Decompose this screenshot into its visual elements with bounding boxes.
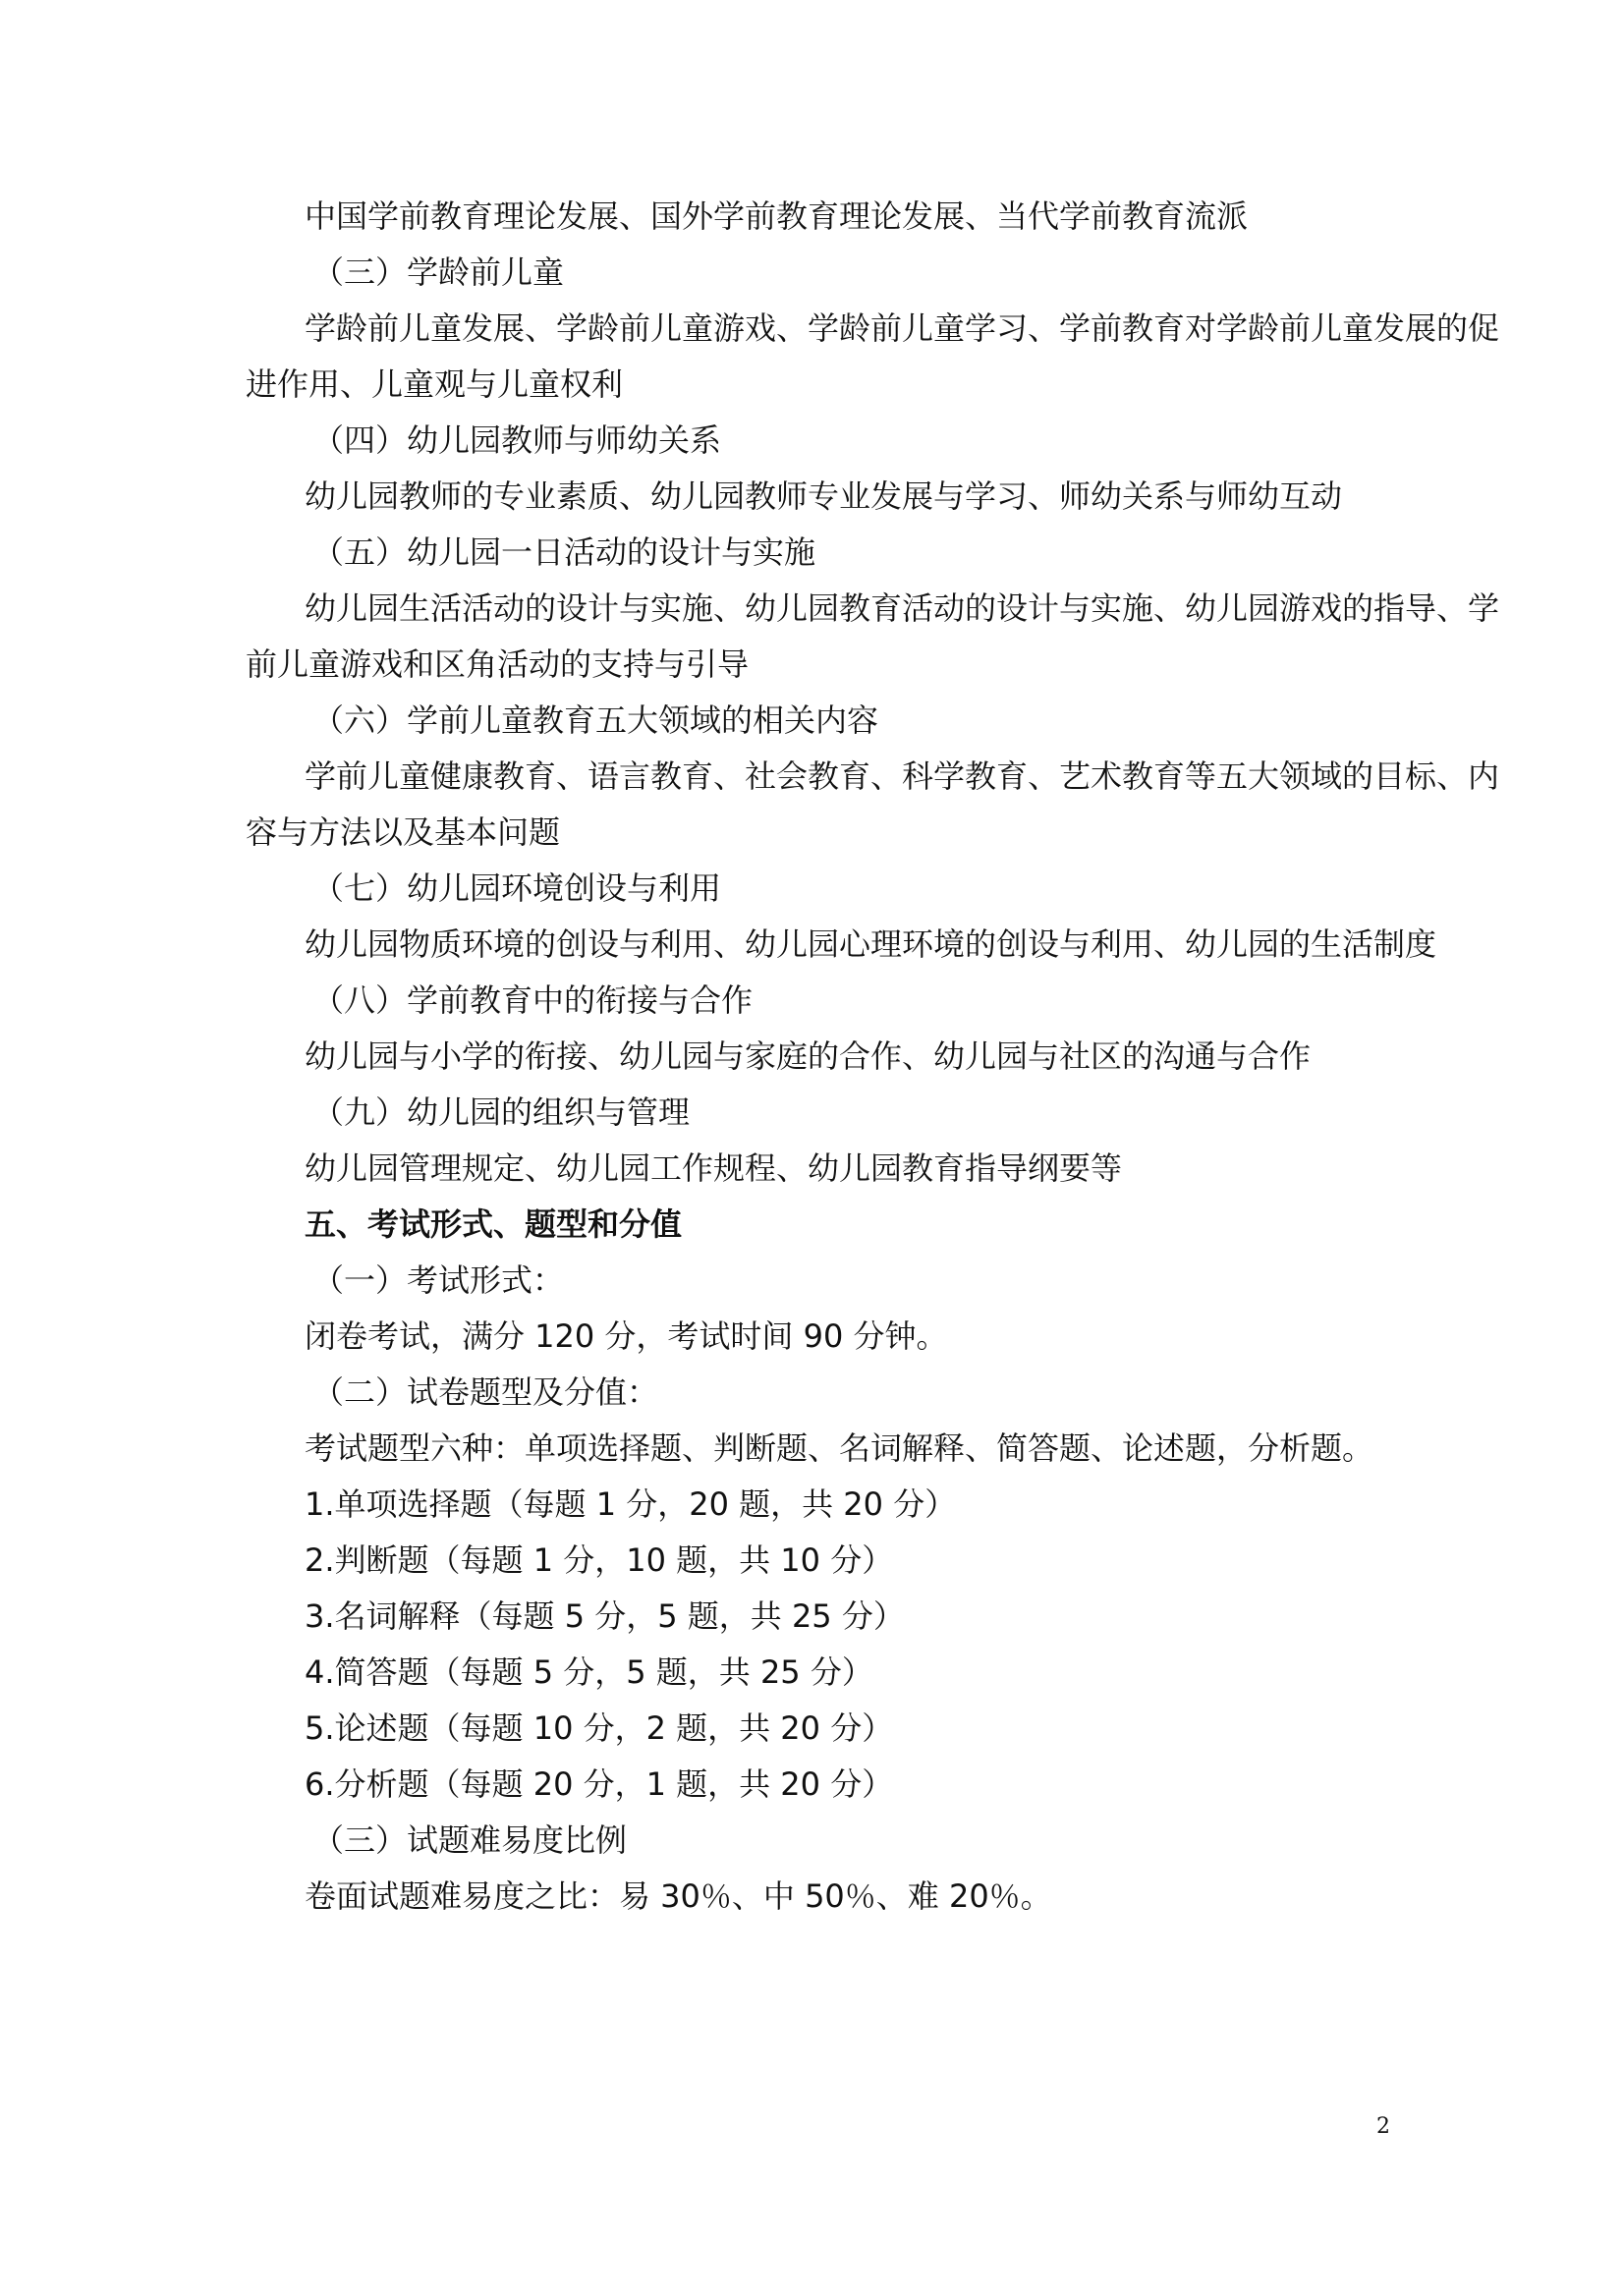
list-item: 2.判断题（每题 1 分，10 题，共 10 分） [305, 1541, 894, 1579]
paragraph-line: 幼儿园与小学的衔接、幼儿园与家庭的合作、幼儿园与社区的沟通与合作 [305, 1037, 1312, 1075]
paragraph-line: 学前儿童健康教育、语言教育、社会教育、科学教育、艺术教育等五大领域的目标、内 [305, 757, 1500, 795]
page-number: 2 [1376, 2114, 1390, 2139]
list-item: 5.论述题（每题 10 分，2 题，共 20 分） [305, 1709, 894, 1747]
paragraph-line: 幼儿园物质环境的创设与利用、幼儿园心理环境的创设与利用、幼儿园的生活制度 [305, 925, 1437, 963]
paragraph-line: 卷面试题难易度之比：易 30％、中 50％、难 20％。 [305, 1877, 1052, 1915]
section-heading: （五）幼儿园一日活动的设计与实施 [312, 533, 816, 571]
section-heading: （三）试题难易度比例 [312, 1821, 628, 1859]
paragraph-line: 中国学前教育理论发展、国外学前教育理论发展、当代学前教育流派 [305, 197, 1249, 235]
section-heading: （八）学前教育中的衔接与合作 [312, 981, 754, 1019]
paragraph-line: 容与方法以及基本问题 [246, 813, 561, 851]
section-heading: （一）考试形式： [312, 1261, 565, 1299]
paragraph-line: 幼儿园教师的专业素质、幼儿园教师专业发展与学习、师幼关系与师幼互动 [305, 477, 1343, 515]
paragraph-line: 幼儿园生活活动的设计与实施、幼儿园教育活动的设计与实施、幼儿园游戏的指导、学 [305, 589, 1500, 627]
paragraph-line: 进作用、儿童观与儿童权利 [246, 365, 624, 403]
list-item: 1.单项选择题（每题 1 分，20 题，共 20 分） [305, 1485, 957, 1523]
section-heading: （三）学龄前儿童 [312, 253, 565, 291]
section-heading: （四）幼儿园教师与师幼关系 [312, 421, 722, 459]
paragraph-line: 考试题型六种：单项选择题、判断题、名词解释、简答题、论述题，分析题。 [305, 1429, 1374, 1467]
list-item: 6.分析题（每题 20 分，1 题，共 20 分） [305, 1765, 894, 1803]
section-heading: （六）学前儿童教育五大领域的相关内容 [312, 701, 879, 739]
section-heading: （九）幼儿园的组织与管理 [312, 1093, 691, 1131]
list-item: 4.简答题（每题 5 分，5 题，共 25 分） [305, 1653, 873, 1691]
paragraph-line: 前儿童游戏和区角活动的支持与引导 [246, 645, 750, 683]
section-heading: （二）试卷题型及分值： [312, 1373, 659, 1411]
paragraph-line: 幼儿园管理规定、幼儿园工作规程、幼儿园教育指导纲要等 [305, 1149, 1123, 1187]
paragraph-line: 闭卷考试，满分 120 分，考试时间 90 分钟。 [305, 1317, 948, 1355]
section-heading: （七）幼儿园环境创设与利用 [312, 869, 722, 907]
list-item: 3.名词解释（每题 5 分，5 题，共 25 分） [305, 1597, 905, 1635]
chapter-heading: 五、考试形式、题型和分值 [305, 1205, 683, 1243]
paragraph-line: 学龄前儿童发展、学龄前儿童游戏、学龄前儿童学习、学前教育对学龄前儿童发展的促 [305, 309, 1500, 347]
